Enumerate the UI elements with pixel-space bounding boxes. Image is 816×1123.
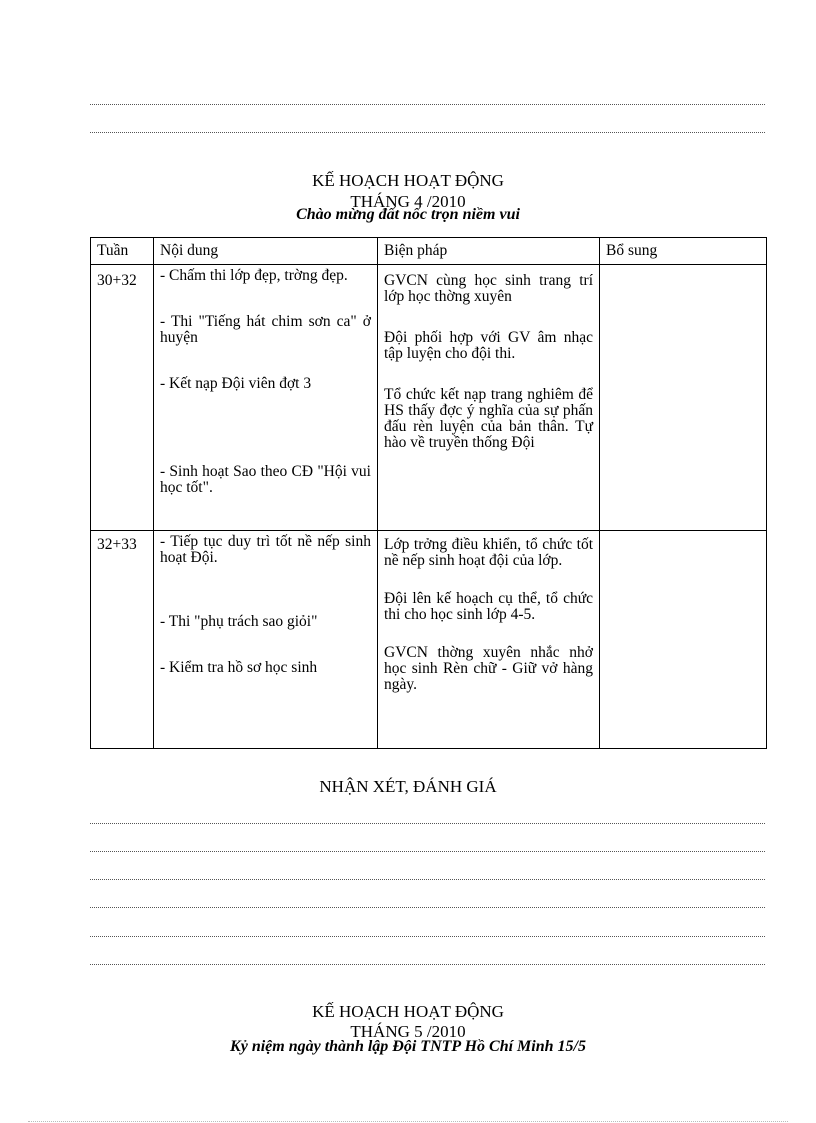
plan-month: THÁNG 5 /2010 xyxy=(350,1022,466,1041)
plan-month: THÁNG 4 /2010 xyxy=(350,192,466,211)
evaluation-title: NHẬN XÉT, ĐÁNH GIÁ xyxy=(319,777,497,796)
plan-title: KẾ HOẠCH HOẠT ĐỘNG xyxy=(312,171,504,190)
plan-theme: Chào mừng đất nốc trọn niềm vui xyxy=(296,206,520,223)
plan-theme: Kỷ niệm ngày thành lập Đội TNTP Hồ Chí Minh 15/5 xyxy=(230,1038,586,1055)
plan-title: KẾ HOẠCH HOẠT ĐỘNG xyxy=(312,1002,504,1021)
measure-item: GVCN cùng học sinh trang trí lớp học thờng xuyên xyxy=(384,272,593,305)
content-item: - Sinh hoạt Sao theo CĐ "Hội vui học tốt". xyxy=(160,463,371,496)
dotted-line xyxy=(90,104,765,105)
content-item: - Tiếp tục duy trì tốt nề nếp sinh hoạt Đội. xyxy=(160,533,371,566)
content-cell xyxy=(154,265,378,531)
header-notes: Bổ sung xyxy=(600,238,767,265)
week-cell: 32+33 xyxy=(91,531,154,749)
plan-table xyxy=(90,237,767,749)
notes-cell xyxy=(600,531,767,749)
content-item: - Thi "phụ trách sao giỏi" xyxy=(160,613,318,630)
table-header-row xyxy=(91,238,767,265)
measure-item: Đội lên kế hoạch cụ thể, tổ chức thi cho học sinh lớp 4-5. xyxy=(384,590,593,623)
dotted-line xyxy=(90,851,765,852)
measure-cell xyxy=(378,265,600,531)
measure-item: Đội phối hợp với GV âm nhạc tập luyện cho đội thi. xyxy=(384,329,593,362)
measure-item: Lớp trởng điều khiển, tổ chức tốt nề nếp sinh hoạt đội của lớp. xyxy=(384,536,593,569)
content-item: - Thi "Tiếng hát chim sơn ca" ở huyện xyxy=(160,313,371,346)
dotted-line xyxy=(90,823,765,824)
page-bottom-border xyxy=(28,1121,788,1122)
dotted-line xyxy=(90,132,765,133)
measure-item: Tổ chức kết nạp trang nghiêm để HS thấy đợc ý nghĩa của sự phấn đấu rèn luyện của bản thân. Tự hào về truyền thống Đội xyxy=(384,386,593,451)
table-row xyxy=(91,265,767,531)
content-item: - Kết nạp Đội viên đợt 3 xyxy=(160,375,312,392)
table-row xyxy=(91,531,767,749)
header-measure: Biện pháp xyxy=(378,238,600,265)
dotted-line xyxy=(90,907,765,908)
notes-cell xyxy=(600,265,767,531)
week-cell: 30+32 xyxy=(91,265,154,531)
measure-cell xyxy=(378,531,600,749)
content-item: - Chấm thi lớp đẹp, trờng đẹp. xyxy=(160,267,348,284)
dotted-line xyxy=(90,936,765,937)
dotted-line xyxy=(90,879,765,880)
content-item: - Kiểm tra hồ sơ học sinh xyxy=(160,659,318,676)
measure-item: GVCN thờng xuyên nhắc nhở học sinh Rèn chữ - Giữ vở hàng ngày. xyxy=(384,644,593,693)
header-week: Tuần xyxy=(91,238,154,265)
content-cell xyxy=(154,531,378,749)
header-content: Nội dung xyxy=(154,238,378,265)
dotted-line xyxy=(90,964,765,965)
